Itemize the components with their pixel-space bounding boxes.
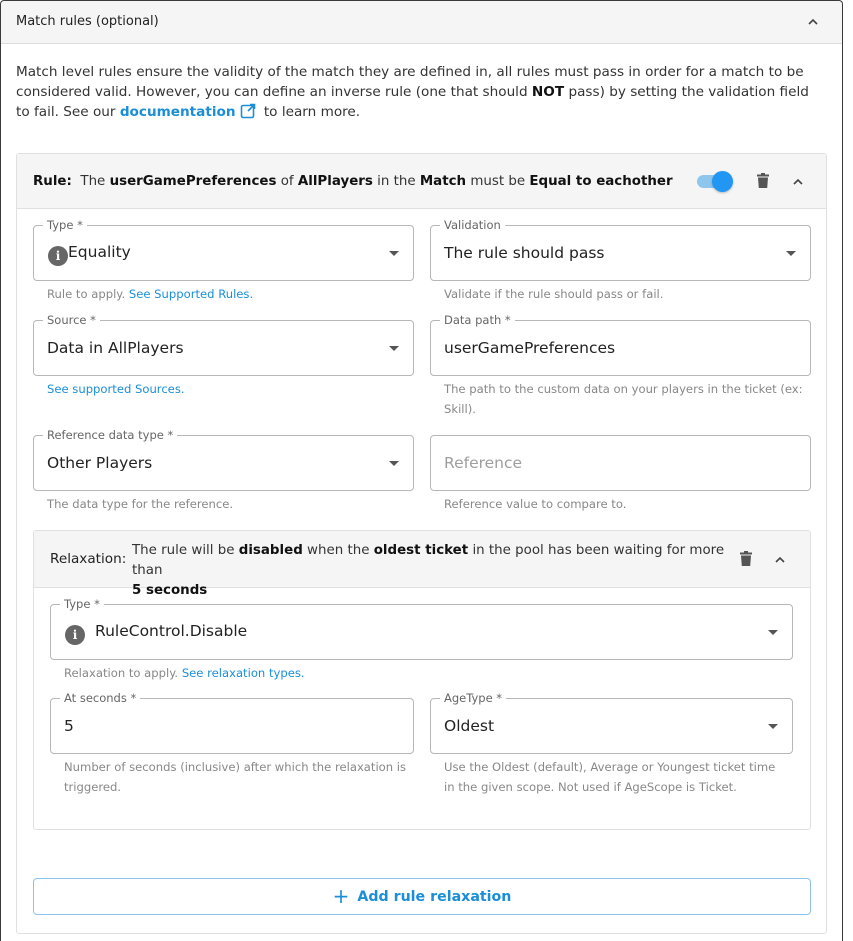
supported-rules-link[interactable]: See Supported Rules. — [128, 287, 254, 301]
age-type-label: AgeType * — [440, 691, 506, 705]
rule-type-help-text: Rule to apply. — [47, 287, 129, 301]
add-rule-relaxation-button[interactable] — [33, 878, 811, 915]
panel-title: Match rules (optional) — [16, 14, 159, 29]
data-path-input[interactable] — [430, 313, 811, 376]
data-path-label: Data path * — [440, 313, 515, 327]
info-icon[interactable]: i — [65, 625, 85, 645]
age-type-select[interactable] — [430, 691, 793, 754]
rule-text-4: must be — [470, 174, 526, 189]
intro-part1: Match level rules ensure the validity of the match they are defined in, all rules must pass in order for a match to be considered valid. However, you can define an inverse rule (one that should — [16, 64, 804, 100]
caret-down-icon — [389, 346, 399, 351]
at-seconds-help: Number of seconds (inclusive) after which the relaxation is triggered. — [64, 760, 407, 794]
rule-header[interactable] — [17, 154, 826, 209]
rule-type-value: Equality — [68, 243, 131, 261]
at-seconds-label: At seconds * — [60, 691, 140, 705]
rule-summary — [33, 174, 673, 189]
relaxation-header[interactable] — [34, 531, 810, 598]
relaxation-type-label: Type * — [60, 597, 104, 611]
rule-type-label: Type * — [43, 218, 87, 232]
plus-icon: + — [332, 884, 350, 908]
validation-label: Validation — [440, 218, 505, 232]
relaxation-type-value: RuleControl.Disable — [95, 622, 248, 640]
rule-data: userGamePreferences — [109, 174, 277, 189]
source-select[interactable] — [33, 313, 414, 376]
rule-type-select[interactable] — [33, 218, 414, 281]
reference-placeholder: Reference — [444, 454, 523, 472]
info-icon[interactable]: i — [48, 246, 68, 266]
rule-type-value-wrap — [48, 243, 131, 266]
panel-header[interactable] — [1, 1, 842, 44]
data-path-value: userGamePreferences — [444, 339, 616, 357]
relaxation-text-1: The rule will be — [132, 543, 235, 558]
relaxation-type-value-wrap — [65, 622, 247, 645]
reference-input[interactable] — [430, 435, 811, 491]
caret-down-icon — [389, 251, 399, 256]
intro-not: NOT — [531, 84, 565, 100]
rule-prefix: Rule: — [33, 174, 72, 189]
relaxation-type-help-text: Relaxation to apply. — [64, 666, 182, 680]
validation-value: The rule should pass — [444, 244, 605, 262]
reference-help: Reference value to compare to. — [444, 497, 627, 511]
relaxation-label: Relaxation: — [50, 551, 127, 567]
source-label: Source * — [43, 313, 100, 327]
caret-down-icon — [786, 251, 796, 256]
relaxation-text-2: when the — [307, 543, 370, 558]
relaxation-text-3: in the pool has been waiting for more than — [132, 543, 725, 578]
at-seconds-value: 5 — [64, 717, 74, 735]
relaxation-card — [33, 530, 811, 830]
reference-data-type-label: Reference data type * — [43, 428, 177, 442]
relaxation-summary — [132, 541, 732, 601]
rule-text-2: of — [280, 174, 294, 189]
chevron-up-icon[interactable] — [793, 178, 803, 188]
external-link-icon[interactable] — [240, 103, 256, 125]
relaxation-types-link[interactable]: See relaxation types. — [181, 666, 305, 680]
supported-sources-link[interactable]: See supported Sources. — [47, 382, 185, 396]
caret-down-icon — [768, 630, 778, 635]
rule-enabled-toggle[interactable] — [697, 171, 733, 191]
relaxation-type-help — [64, 663, 305, 683]
rule-text-3: in the — [377, 174, 416, 189]
rule-text-1: The — [80, 174, 106, 189]
rule-condition: Equal to eachother — [529, 174, 673, 189]
reference-data-type-select[interactable] — [33, 428, 414, 491]
chevron-up-icon[interactable] — [808, 18, 818, 28]
rule-scope: Match — [419, 174, 467, 189]
age-type-help: Use the Oldest (default), Average or Youngest ticket time in the given scope. Not used if AgeScope is Ticket. — [444, 760, 776, 794]
rule-card — [16, 153, 827, 934]
source-value: Data in AllPlayers — [47, 339, 184, 357]
reference-data-type-help: The data type for the reference. — [47, 497, 234, 511]
age-type-value: Oldest — [444, 717, 495, 735]
validation-help: Validate if the rule should pass or fail. — [444, 287, 664, 301]
validation-select[interactable] — [430, 218, 811, 281]
relaxation-type-select[interactable] — [50, 597, 793, 660]
intro-part3: to learn more. — [259, 104, 361, 120]
rule-type-help — [47, 284, 253, 304]
at-seconds-input[interactable] — [50, 691, 414, 754]
relaxation-ticket: oldest ticket — [373, 543, 469, 558]
trash-icon[interactable] — [756, 173, 770, 189]
caret-down-icon — [768, 724, 778, 729]
rule-source: AllPlayers — [297, 174, 373, 189]
data-path-help: The path to the custom data on your players in the ticket (ex: Skill). — [444, 382, 803, 416]
intro-text — [16, 62, 816, 125]
source-help — [47, 379, 185, 399]
relaxation-state: disabled — [238, 543, 303, 558]
add-rule-relaxation-label: Add rule relaxation — [357, 889, 512, 905]
trash-icon[interactable] — [739, 551, 753, 567]
intro-part2: pass) by setting the validation field to fail. See our — [16, 84, 809, 120]
caret-down-icon — [389, 461, 399, 466]
reference-data-type-value: Other Players — [47, 454, 153, 472]
documentation-link[interactable]: documentation — [119, 104, 236, 120]
chevron-up-icon[interactable] — [775, 556, 785, 566]
relaxation-duration: 5 seconds — [132, 583, 208, 598]
